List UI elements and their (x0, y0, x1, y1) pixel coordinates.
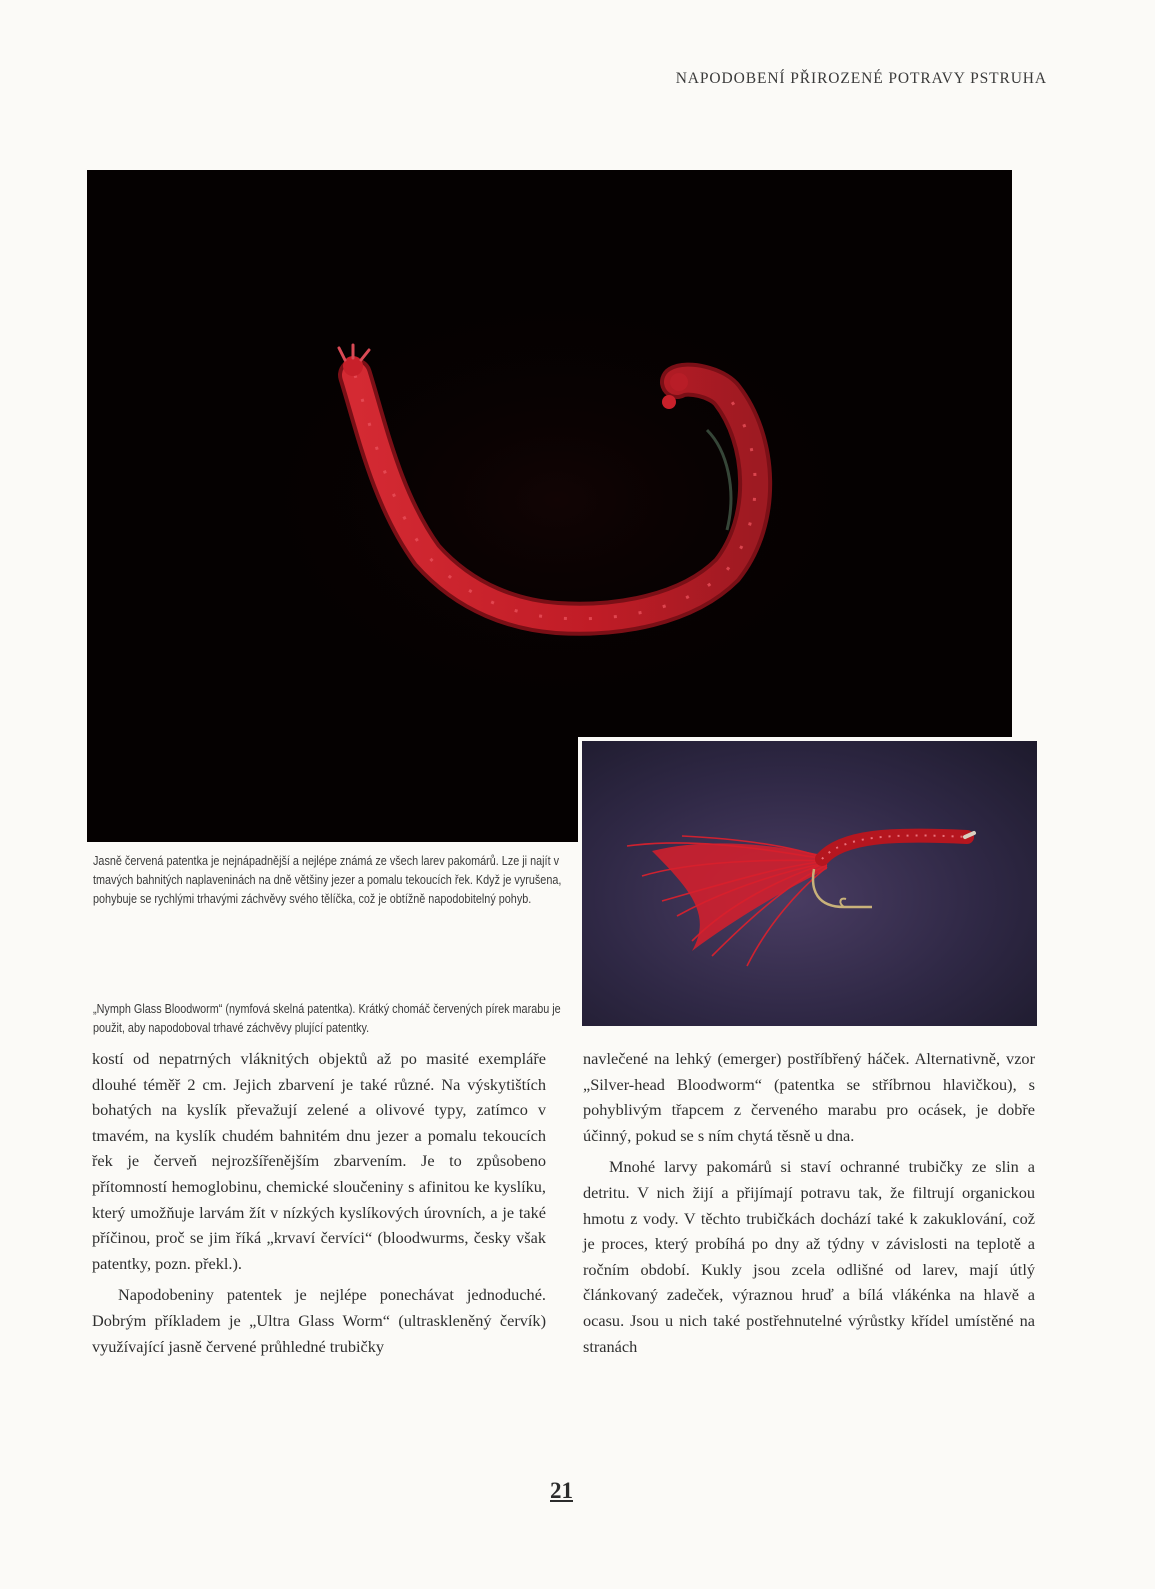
body-paragraph: kostí od nepatrných vláknitých objektů až po masité exempláře dlouhé téměř 2 cm. Jejich zbarvení je také různé. Na výskytištích bohatých na kyslík převažují zelené a olivové typy, zatímco v tmavém, na kyslík chudém bahnitém dnu jezer a pomalu tekoucích řek je červeň nejrozšířenějším zbarvením. Je to způsobeno přítomností hemoglobinu, chemické sloučeniny s afinitou ke kyslíku, který umožňuje larvám žít v nízkých kyslíkových úrovních, a je také příčinou, proč se jim říká „krvaví červíci“ (bloodwurms, česky však patentky, pozn. překl.). (92, 1049, 546, 1273)
body-column-left (92, 1046, 546, 1359)
body-paragraph: Mnohé larvy pakomárů si staví ochranné trubičky ze slin a detritu. V nich žijí a přijímají potravu tak, že filtrují organickou hmotu z vody. V těchto trubičkách dochází také k zakuklování, což je proces, který probíhá po dny až týdny v závislosti na teplotě a ročním období. Kukly jsou zcela odlišné od larev, mají útlý článkovaný zadeček, výraznou hruď a bílá vlákénka na hlavě a ocasu. Jsou u nich také postřehnutelné výrůstky křídel umístěné na stranách (583, 1157, 1035, 1356)
body-column-right (583, 1046, 1035, 1359)
main-photo-caption: Jasně červená patentka je nejnápadnější a nejlépe známá ze všech larev pakomárů. Lze ji najít v tmavých bahnitých naplaveninách na dně většiny jezer a pomalu tekoucích řek. Když je vyrušena, pohybuje se rychlými trhavými záchvěvy svého tělíčka, což je obtížně napodobitelný pohyb. (93, 854, 562, 906)
inset-photo-caption: „Nymph Glass Bloodworm“ (nymfová skelná patentka). Krátký chomáč červených pírek marabu je použit, aby napodoboval trhavé záchvěvy plující patentky. (93, 1002, 561, 1035)
page-number: 21 (550, 1478, 573, 1503)
running-head: NAPODOBENÍ PŘIROZENÉ POTRAVY PSTRUHA (675, 70, 1047, 87)
body-paragraph: Napodobeniny patentek je nejlépe ponechávat jednoduché. Dobrým příkladem je „Ultra Glass Worm“ (ultraskleněný červík) využívající jasně červené průhledné trubičky (92, 1285, 546, 1356)
nymph-glass-bloodworm-fly-photo (578, 737, 1037, 1026)
body-paragraph: navlečené na lehký (emerger) postříbřený háček. Alternativně, vzor „Silver-head Bloodworm“ (patentka se stříbrnou hlavičkou), s pohyblivým třapcem z červeného marabu pro ocásek, je dobře účinný, pokud se s ním chytá těsně u dna. (583, 1049, 1035, 1145)
